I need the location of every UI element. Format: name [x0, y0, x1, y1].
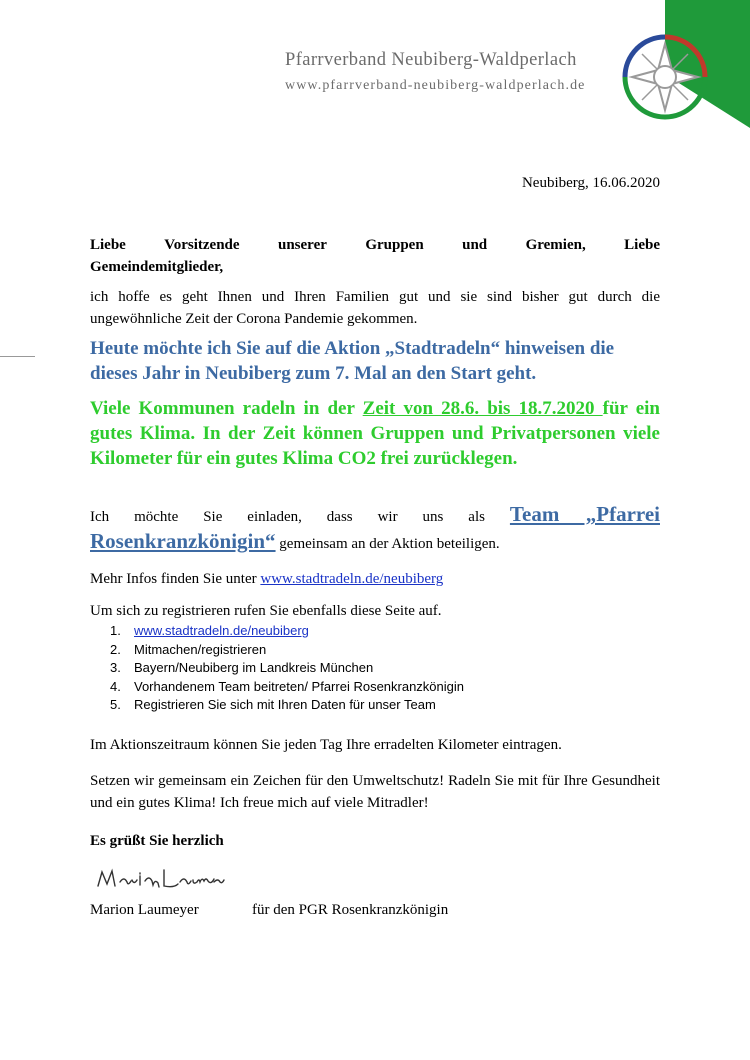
parish-logo-icon	[620, 32, 710, 122]
invite-post: gemeinsam an der Aktion beteiligen.	[275, 536, 500, 552]
more-info-pre: Mehr Infos finden Sie unter	[90, 571, 261, 587]
list-item	[110, 641, 464, 660]
registration-steps	[110, 622, 464, 715]
invite-pre: Ich möchte Sie einladen, dass wir uns als	[90, 509, 510, 525]
step-text: Bayern/Neubiberg im Landkreis München	[134, 660, 374, 675]
climate-heading-pre: Viele Kommunen radeln in der	[90, 398, 363, 419]
salutation-word: Liebe	[624, 237, 660, 253]
register-intro: Um sich zu registrieren rufen Sie ebenfalls diese Seite auf.	[90, 603, 442, 619]
margin-fold-mark	[0, 356, 35, 357]
salutation-word: Vorsitzende	[164, 237, 240, 253]
more-info-paragraph	[90, 568, 660, 590]
step-text: Registrieren Sie sich mit Ihren Daten für unser Team	[134, 697, 436, 712]
step-text: Mitmachen/registrieren	[134, 641, 267, 657]
step-number: 1.	[110, 623, 121, 638]
climate-heading	[90, 396, 660, 471]
list-item	[110, 622, 464, 641]
step-number: 5.	[110, 697, 121, 712]
salutation-word: Liebe	[90, 237, 126, 253]
list-item	[110, 678, 464, 697]
invite-paragraph	[90, 502, 660, 556]
list-item	[110, 696, 464, 715]
closing-greeting: Es grüßt Sie herzlich	[90, 833, 224, 849]
intro-paragraph: ich hoffe es geht Ihnen und Ihren Familien gut und sie sind bisher gut durch die ungewöhnliche Zeit der Corona Pandemie gekommen.	[90, 289, 660, 327]
action-period-paragraph: Im Aktionszeitraum können Sie jeden Tag Ihre erradelten Kilometer eintragen.	[90, 737, 562, 753]
salutation-word: und	[462, 237, 488, 253]
step-link[interactable]: www.stadtradeln.de/neubiberg	[134, 623, 309, 638]
signer-name: Marion Laumeyer	[90, 902, 199, 918]
org-name: Pfarrverband Neubiberg-Waldperlach	[285, 50, 577, 70]
step-number: 4.	[110, 678, 121, 694]
list-item	[110, 659, 464, 678]
campaign-period: Zeit von 28.6. bis 18.7.2020	[362, 398, 603, 419]
org-url: www.pfarrverband-neubiberg-waldperlach.de	[285, 78, 586, 93]
salutation-word: Gruppen	[365, 237, 424, 253]
climate-heading-post: für ein gutes Klima. In der Zeit können Gruppen und Privatpersonen viele Kilometer für ein gutes Klima CO2 frei zurücklegen.	[90, 398, 660, 469]
closing-paragraph: Setzen wir gemeinsam ein Zeichen für den Umweltschutz! Radeln Sie mit für Ihre Gesundheit und ein gutes Klima! Ich freue mich auf viele Mitradler!	[90, 773, 660, 811]
salutation-line-1	[90, 234, 660, 256]
step-text: Vorhandenem Team beitreten/ Pfarrei Rosenkranzkönigin	[134, 678, 465, 694]
more-info-link[interactable]: www.stadtradeln.de/neubiberg	[260, 571, 444, 587]
salutation-word: unserer	[278, 237, 327, 253]
step-number: 3.	[110, 660, 121, 675]
signer-role: für den PGR Rosenkranzkönigin	[252, 902, 449, 918]
salutation-line-2: Gemeindemitglieder,	[90, 259, 224, 275]
step-number: 2.	[110, 641, 121, 657]
team-name: Team „Pfarrei Rosenkranzkönigin“	[90, 502, 660, 553]
salutation-word: Gremien,	[525, 237, 586, 253]
letter-date: Neubiberg, 16.06.2020	[521, 175, 660, 191]
stadtradeln-heading: Heute möchte ich Sie auf die Aktion „Stadtradeln“ hinweisen die dieses Jahr in Neubiberg zum 7. Mal an den Start geht.	[90, 338, 615, 384]
handwritten-signature	[90, 856, 230, 896]
salutation	[90, 234, 660, 278]
